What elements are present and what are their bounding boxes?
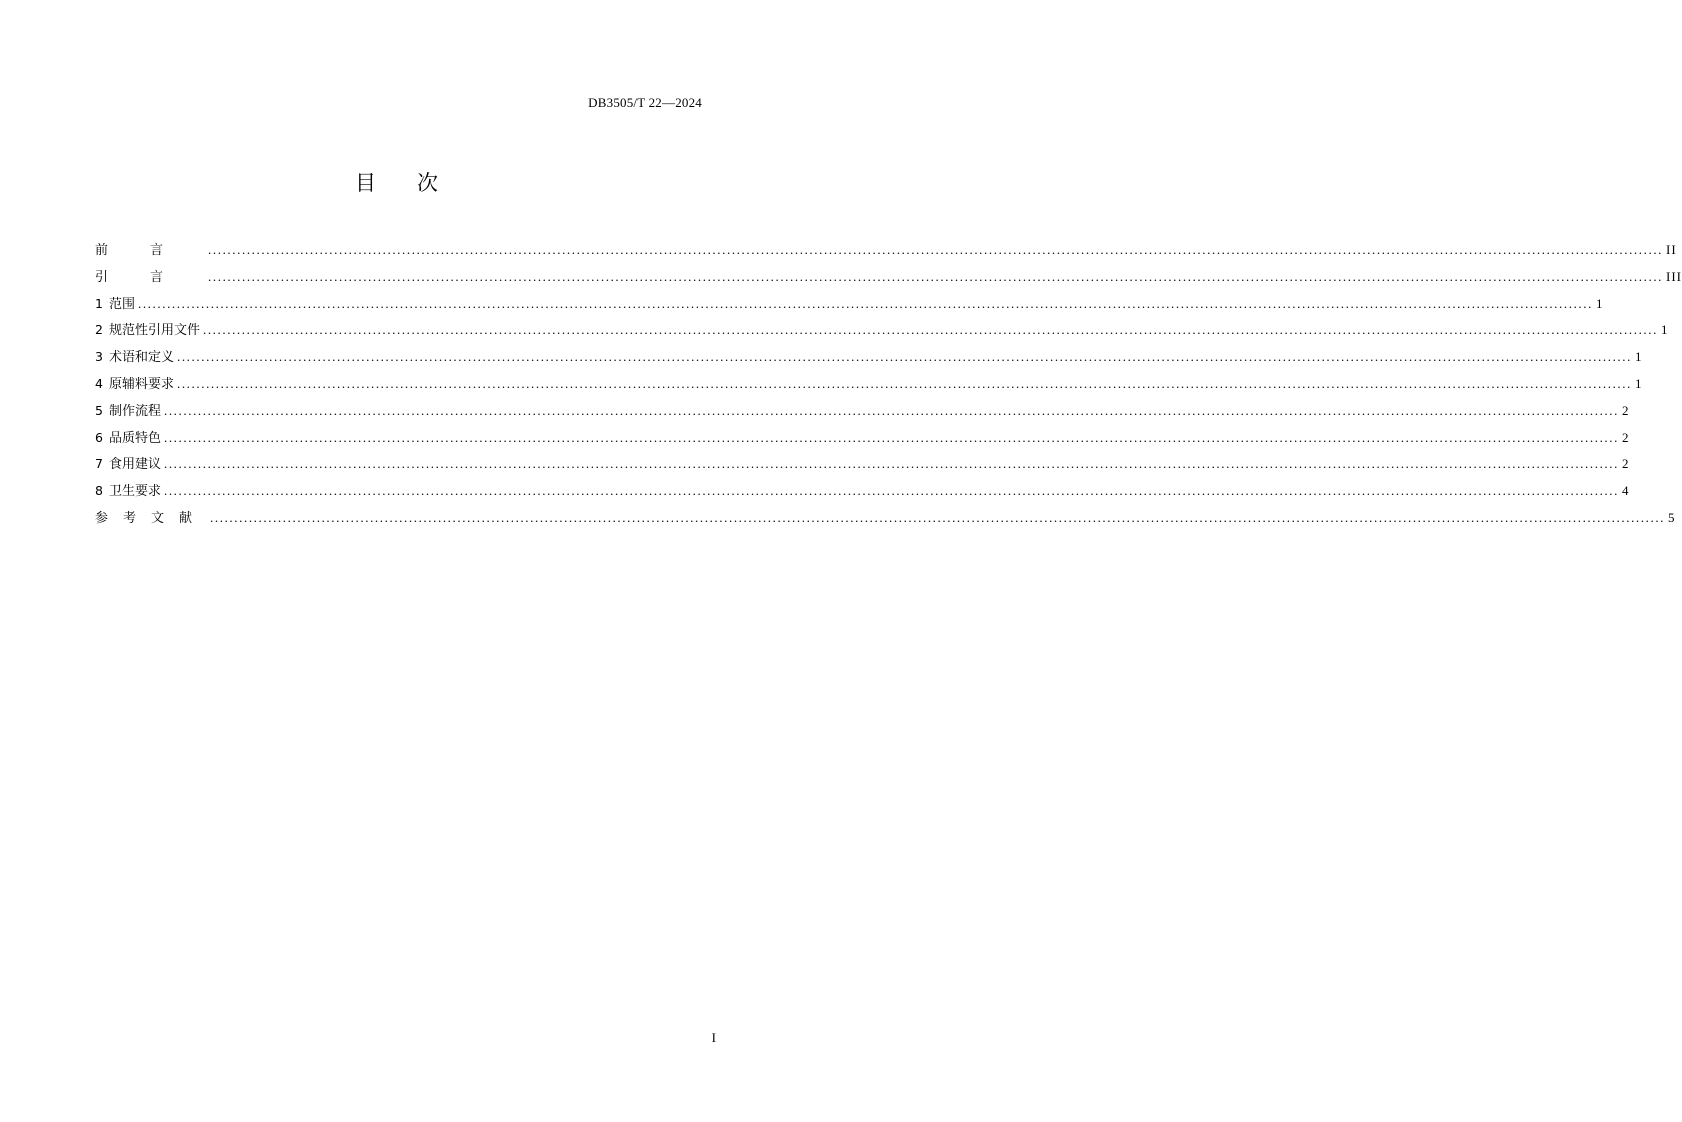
toc-entry-label: 规范性引用文件	[108, 323, 200, 339]
dot-leader: ............................................................................................................................................................................................................................................................................................................	[137, 295, 1593, 311]
toc-entry-page: 1	[1634, 375, 1643, 391]
toc-entry-foreword[interactable]	[95, 240, 1677, 267]
toc-entry-page: 2	[1621, 429, 1630, 445]
toc-entry-scope[interactable]	[95, 294, 1604, 321]
dot-leader: ............................................................................................................................................................................................................................................................................................................	[176, 349, 1632, 365]
dot-leader: ............................................................................................................................................................................................................................................................................................................	[202, 322, 1658, 338]
toc-entry-number: 5	[95, 402, 103, 418]
title-part-2: 次	[417, 171, 438, 195]
toc-entry-page: 4	[1621, 483, 1630, 499]
toc-entry-number: 4	[95, 375, 103, 391]
toc-entry-page: II	[1666, 242, 1677, 257]
toc-entry-label: 卫生要求	[108, 484, 161, 500]
toc-entry-normative-references[interactable]	[95, 320, 1669, 347]
toc-entry-consumption-advice[interactable]	[95, 454, 1630, 481]
toc-entry-label: 食用建议	[108, 457, 161, 473]
toc-entry-production-process[interactable]	[95, 401, 1630, 428]
toc-entry-label: 制作流程	[108, 403, 161, 419]
dot-leader: ............................................................................................................................................................................................................................................................................................................	[163, 429, 1619, 445]
toc-entry-page: 5	[1668, 509, 1676, 525]
dot-leader: ............................................................................................................................................................................................................................................................................................................	[163, 483, 1619, 499]
dot-leader: ............................................................................................................................................................................................................................................................................................................	[176, 375, 1632, 391]
dot-leader: ............................................................................................................................................................................................................................................................................................................	[163, 402, 1619, 418]
toc-entry-page: 2	[1621, 456, 1630, 472]
toc-entry-label: 前言	[95, 243, 206, 258]
toc-entry-label: 术语和定义	[108, 350, 174, 366]
toc-entry-hygiene-requirements[interactable]	[95, 481, 1630, 508]
toc-entry-label: 品质特色	[108, 430, 161, 446]
toc-entry-number: 3	[95, 349, 103, 365]
toc-entry-label: 引言	[95, 269, 206, 285]
toc-entry-terms-definitions[interactable]	[95, 347, 1643, 374]
dot-leader: ............................................................................................................................................................................................................................................................................................................	[210, 509, 1666, 525]
toc-entry-introduction[interactable]	[95, 267, 1682, 294]
toc-entry-raw-materials[interactable]	[95, 374, 1643, 401]
dot-leader: ............................................................................................................................................................................................................................................................................................................	[208, 268, 1664, 284]
toc-entry-page: III	[1666, 268, 1682, 284]
dot-leader: ............................................................................................................................................................................................................................................................................................................	[208, 242, 1664, 257]
toc-entry-page: 1	[1660, 322, 1669, 338]
toc-entry-number: 8	[95, 483, 103, 499]
toc-entry-quality-features[interactable]	[95, 428, 1630, 455]
toc-entry-label: 参考文献	[95, 510, 208, 526]
document-code: DB3505/T 22—2024	[588, 95, 702, 110]
table-of-contents	[95, 240, 1682, 535]
toc-entry-number: 2	[95, 322, 103, 338]
toc-entry-number: 7	[95, 456, 103, 472]
dot-leader: ............................................................................................................................................................................................................................................................................................................	[163, 456, 1619, 472]
toc-entry-label: 范围	[108, 296, 135, 312]
toc-entry-number: 1	[95, 295, 103, 311]
toc-entry-page: 2	[1621, 402, 1630, 418]
toc-entry-label: 原辅料要求	[108, 376, 174, 392]
toc-entry-page: 1	[1634, 349, 1643, 365]
page-number: I	[711, 1030, 716, 1045]
toc-entry-page: 1	[1595, 295, 1604, 311]
toc-entry-number: 6	[95, 429, 103, 445]
toc-entry-references[interactable]	[95, 508, 1676, 535]
title-part-1: 目	[355, 171, 376, 195]
page-title	[0, 167, 793, 197]
